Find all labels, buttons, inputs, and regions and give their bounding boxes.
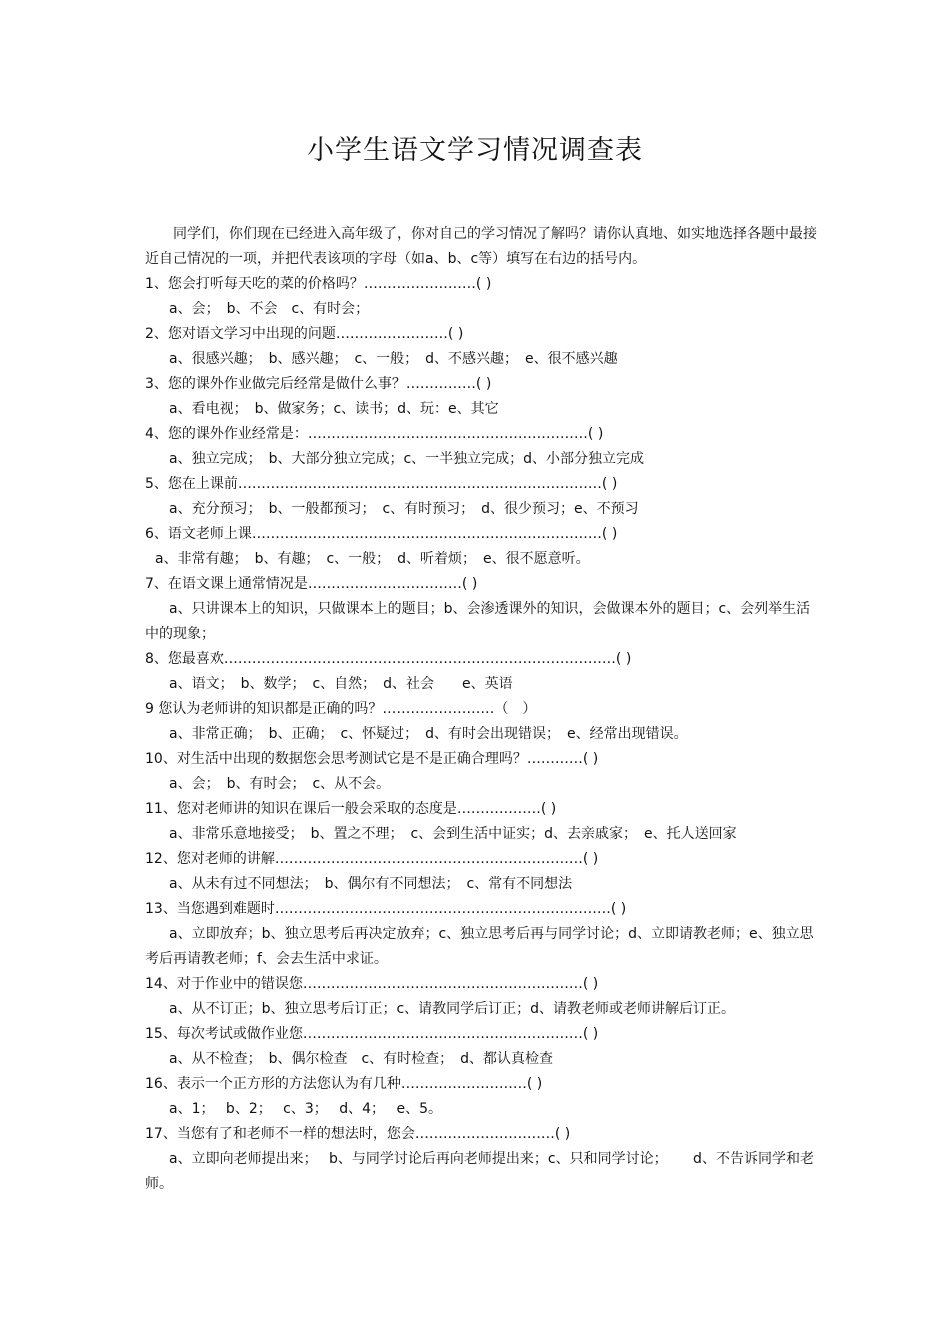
question-16: 16、表示一个正方形的方法您认为有几种………………………( ) (145, 1076, 543, 1092)
question-7: 7、在语文课上通常情况是……………………………( ) (145, 576, 478, 592)
question-7-options: a、只讲课本上的知识，只做课本上的题目；b、会渗透课外的知识，会做课本外的题目；c、会列举生活中的现象； (145, 601, 811, 642)
question-4-options: a、独立完成； b、大部分独立完成；c、一半独立完成；d、小部分独立完成 (169, 451, 645, 467)
question-9: 9 您认为老师讲的知识都是正确的吗？……………………（ ） (145, 701, 537, 717)
question-14: 14、对于作业中的错误您……………………………………………………( ) (145, 976, 599, 992)
question-9-options: a、非常正确； b、正确； c、怀疑过； d、有时会出现错误； e、经常出现错误。 (169, 726, 688, 742)
question-15-options: a、从不检查； b、偶尔检查 c、有时检查； d、都认真检查 (169, 1051, 554, 1067)
question-17-options: a、立即向老师提出来； b、与同学讨论后再向老师提出来；c、只和同学讨论； d、不告诉同学和老师。 (145, 1151, 814, 1192)
question-17: 17、当您有了和老师不一样的想法时，您会…………………………( ) (145, 1126, 571, 1142)
question-2-options: a、很感兴趣； b、感兴趣； c、一般； d、不感兴趣； e、很不感兴趣 (169, 351, 618, 367)
question-6-options: a、非常有趣； b、有趣； c、一般； d、听着烦； e、很不愿意听。 (155, 551, 590, 567)
survey-body (145, 222, 817, 1197)
question-4: 4、您的课外作业经常是：……………………………………………………( ) (145, 426, 604, 442)
question-12-options: a、从未有过不同想法； b、偶尔有不同想法； c、常有不同想法 (169, 876, 573, 892)
question-5-options: a、充分预习； b、一般都预习； c、有时预习； d、很少预习；e、不预习 (169, 501, 639, 517)
question-3-options: a、看电视； b、做家务；c、读书；d、玩：e、其它 (169, 401, 499, 417)
question-10-options: a、会； b、有时会； c、从不会。 (169, 776, 391, 792)
question-13-options: a、立即放弃；b、独立思考后再决定放弃；c、独立思考后再与同学讨论；d、立即请教老师；e、独立思考后再请教老师；f、会去生活中求证。 (145, 926, 814, 967)
question-16-options: a、1； b、2； c、3； d、4； e、5。 (169, 1101, 442, 1117)
question-14-options: a、从不订正；b、独立思考后订正；c、请教同学后订正；d、请教老师或老师讲解后订正。 (169, 1001, 736, 1017)
question-11: 11、您对老师讲的知识在课后一般会采取的态度是………………( ) (145, 801, 557, 817)
question-12: 12、您对老师的讲解…………………………………………………………( ) (145, 851, 599, 867)
question-2: 2、您对语文学习中出现的问题……………………( ) (145, 326, 464, 342)
question-10: 10、对生活中出现的数据您会思考测试它是不是正确合理吗？…………( ) (145, 751, 599, 767)
page-title: 小学生语文学习情况调查表 (307, 135, 643, 166)
question-5: 5、您在上课前……………………………………………………………………( ) (145, 476, 618, 492)
question-1: 1、您会打听每天吃的菜的价格吗？……………………( ) (145, 276, 492, 292)
question-8-options: a、语文； b、数学； c、自然； d、社会 e、英语 (169, 676, 513, 692)
question-11-options: a、非常乐意地接受； b、置之不理； c、会到生活中证实；d、去亲戚家； e、托人送回家 (169, 826, 737, 842)
question-13: 13、当您遇到难题时………………………………………………………………( ) (145, 901, 627, 917)
question-3: 3、您的课外作业做完后经常是做什么事？……………( ) (145, 376, 492, 392)
question-15: 15、每次考试或做作业您……………………………………………………( ) (145, 1026, 599, 1042)
question-6: 6、语文老师上课…………………………………………………………………( ) (145, 526, 618, 542)
intro-paragraph: 同学们，你们现在已经进入高年级了，你对自己的学习情况了解吗？请你认真地、如实地选择各题中最接近自己情况的一项，并把代表该项的字母（如a、b、c等）填写在右边的括号内。 (145, 226, 817, 267)
question-1-options: a、会； b、不会 c、有时会； (169, 301, 370, 317)
question-8: 8、您最喜欢…………………………………………………………………………( ) (145, 651, 632, 667)
